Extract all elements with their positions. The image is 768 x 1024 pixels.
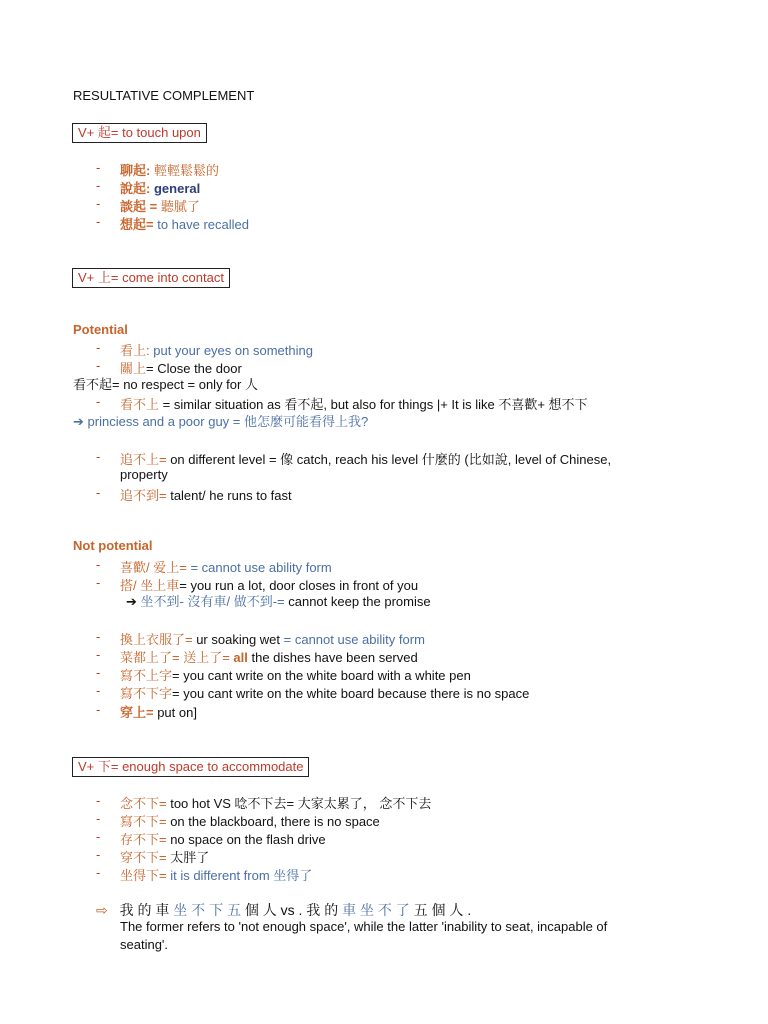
emphasis: all — [229, 650, 248, 665]
term: 穿不下= — [120, 850, 167, 865]
list-item — [120, 665, 471, 684]
bullet-dash: - — [96, 340, 101, 355]
compare-highlight: 坐 不 下 五 — [173, 902, 241, 918]
bullet-dash: - — [96, 358, 101, 373]
bullet-dash: - — [96, 811, 101, 826]
bullet-dash: - — [96, 847, 101, 862]
compare-part: 個 人 vs . 我 的 — [240, 902, 343, 918]
term: 寫不上字 — [120, 668, 173, 683]
section-box-shang: V+ 上= come into contact — [72, 268, 230, 288]
list-item — [120, 449, 611, 468]
term: 看上: — [120, 343, 150, 358]
definition: talent/ he runs to fast — [166, 488, 292, 503]
bullet-dash: - — [96, 629, 101, 644]
list-item — [120, 485, 292, 504]
sub-definition: cannot keep the promise — [284, 594, 431, 609]
term: 看不上 — [120, 397, 160, 412]
not-potential-heading: Not potential — [73, 538, 153, 553]
section-box-xia: V+ 下= enough space to accommodate — [72, 757, 309, 777]
term: 聊起 — [120, 163, 147, 178]
term: 追不上= — [120, 452, 167, 467]
term: 想起 — [120, 217, 147, 232]
bullet-dash: - — [96, 485, 101, 500]
bullet-dash: - — [96, 793, 101, 808]
compare-part: 我 的 車 — [119, 902, 174, 918]
bullet-dash: - — [96, 575, 101, 590]
bullet-dash: - — [96, 865, 101, 880]
bullet-dash: - — [96, 647, 101, 662]
compare-part: 五 個 人 . — [409, 902, 472, 918]
term-sep: = — [146, 199, 158, 214]
list-item — [120, 160, 219, 179]
definition: = you run a lot, door closes in front of you — [179, 578, 419, 593]
term: 關上 — [120, 361, 147, 376]
hollow-arrow-icon: ⇨ — [96, 902, 108, 918]
definition: put your eyes on something — [149, 343, 313, 358]
bullet-dash: - — [96, 160, 101, 175]
sub-term: 坐不到- 沒有車/ 做不到-= — [140, 594, 285, 609]
list-item — [120, 829, 326, 848]
term-sep: : — [146, 181, 151, 196]
definition: put on] — [153, 705, 197, 720]
term: 喜歡/ 爱上= — [120, 560, 187, 575]
bullet-dash: - — [96, 683, 101, 698]
term: 搭/ 坐上車 — [120, 578, 180, 593]
note-line: 看不起= no respect = only for 人 — [73, 377, 258, 392]
term: 念不下= — [120, 796, 167, 811]
bullet-dash: - — [96, 557, 101, 572]
definition: 聽膩了 — [157, 199, 200, 214]
list-item — [120, 793, 431, 812]
arrow-line — [73, 413, 368, 431]
term-sep: : — [146, 163, 151, 178]
definition: it is different from 坐得了 — [166, 868, 313, 883]
term: 菜都上了= 送上了= — [120, 650, 230, 665]
bullet-dash: - — [96, 665, 101, 680]
list-item — [120, 847, 209, 866]
term: 坐得下= — [120, 868, 167, 883]
arrow-text: princiess and a poor guy = 他怎麼可能看得上我? — [87, 414, 369, 429]
section-box-qi: V+ 起= to touch upon — [72, 123, 207, 143]
list-item — [120, 811, 380, 830]
list-item — [120, 340, 313, 359]
list-item — [120, 178, 200, 197]
list-item — [120, 702, 197, 721]
list-item — [120, 865, 312, 884]
term: 談起 — [120, 199, 147, 214]
list-item — [120, 394, 588, 413]
term: 存不下= — [120, 832, 167, 847]
definition: no space on the flash drive — [166, 832, 326, 847]
definition: general — [150, 181, 201, 196]
bullet-dash: - — [96, 394, 101, 409]
list-item — [120, 683, 529, 702]
term: 穿上= — [120, 705, 154, 720]
list-item — [120, 647, 418, 666]
bullet-dash: - — [96, 178, 101, 193]
comparison-line — [96, 901, 471, 919]
arrow-right-icon: ➔ — [126, 594, 137, 609]
definition: on different level = 像 catch, reach his level 什麼的 (比如說, level of Chinese, — [166, 452, 612, 467]
page-title: RESULTATIVE COMPLEMENT — [73, 88, 255, 103]
list-item-continued: property — [120, 467, 168, 482]
bullet-dash: - — [96, 449, 101, 464]
definition: 太胖了 — [166, 850, 210, 865]
sub-arrow-line — [126, 593, 431, 611]
term: 換上衣服了= — [120, 632, 193, 647]
definition: 輕輕鬆鬆的 — [150, 163, 219, 178]
definition: on the blackboard, there is no space — [166, 814, 380, 829]
list-item — [120, 557, 332, 576]
term: 追不到= — [120, 488, 167, 503]
definition: to have recalled — [153, 217, 250, 232]
definition-note: = cannot use ability form — [283, 632, 425, 647]
bullet-dash: - — [96, 196, 101, 211]
explanation-line: The former refers to 'not enough space', while the latter 'inability to seat, incapable of — [120, 919, 608, 934]
definition: the dishes have been served — [247, 650, 418, 665]
list-item — [120, 358, 242, 377]
list-item — [120, 629, 425, 648]
definition: = you cant write on the white board with a white pen — [172, 668, 471, 683]
explanation-line: seating'. — [120, 937, 169, 952]
list-item — [120, 575, 418, 594]
definition: ur soaking wet — [192, 632, 284, 647]
definition: = cannot use ability form — [186, 560, 332, 575]
arrow-right-icon: ➔ — [73, 414, 84, 429]
bullet-dash: - — [96, 214, 101, 229]
list-item — [120, 196, 200, 215]
bullet-dash: - — [96, 829, 101, 844]
compare-highlight: 車 坐 不 了 — [342, 902, 410, 918]
term-sep: = — [146, 217, 154, 232]
definition: = similar situation as 看不起, but also for things |+ It is like 不喜歡+ 想不下 — [159, 397, 588, 412]
term: 說起 — [120, 181, 147, 196]
list-item — [120, 214, 249, 233]
term: 寫不下字 — [120, 686, 173, 701]
term: 寫不下= — [120, 814, 167, 829]
definition: = Close the door — [146, 361, 242, 376]
potential-heading: Potential — [73, 322, 128, 337]
definition: = you cant write on the white board because there is no space — [172, 686, 530, 701]
definition: too hot VS 唸不下去= 大家太累了， 念不下去 — [166, 796, 432, 811]
bullet-dash: - — [96, 702, 101, 717]
